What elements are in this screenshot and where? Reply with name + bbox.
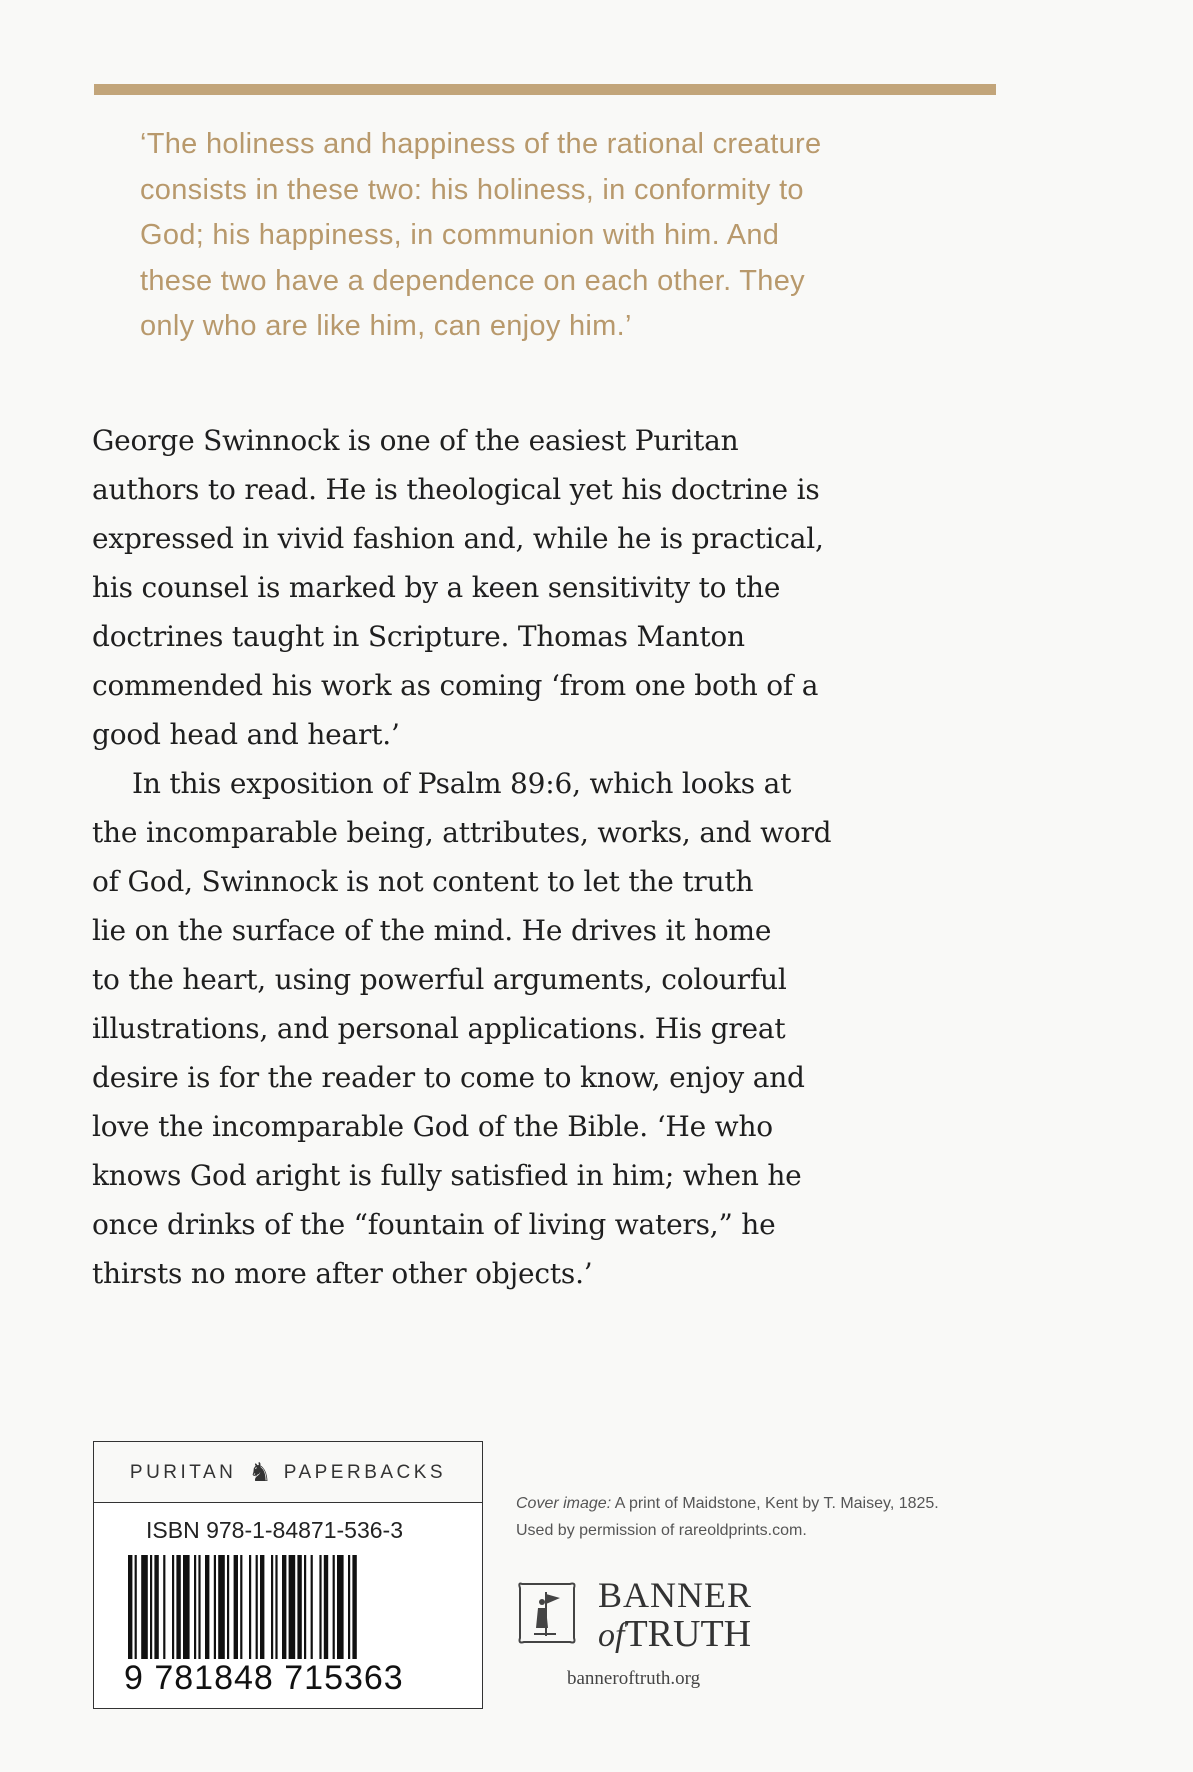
- quote-line: these two have a dependence on each other. They: [140, 264, 805, 297]
- quote-line: ‘The holiness and happiness of the rational creature: [140, 128, 822, 160]
- barcode-icon: [126, 1555, 462, 1670]
- credit-text: A print of Maidstone, Kent by T. Maisey, 1825.: [611, 1495, 939, 1512]
- pull-quote: [140, 122, 1000, 350]
- quote-line: only who are like him, can enjoy him.’: [140, 310, 632, 342]
- credit-label: Cover image:: [516, 1495, 612, 1512]
- description-line: illustrations, and personal applications. His great: [92, 1012, 786, 1045]
- description-line: love the incomparable God of the Bible. ‘He who: [92, 1110, 773, 1143]
- series-label: [93, 1441, 483, 1504]
- quote-line: consists in these two: his holiness, in conformity to: [140, 173, 804, 206]
- publisher-url: banneroftruth.org: [567, 1668, 701, 1689]
- barcode-digits: 9 781848 715363: [124, 1659, 464, 1698]
- cover-credit: [516, 1490, 1076, 1544]
- description-line: his counsel is marked by a keen sensitivity to the: [92, 571, 781, 604]
- description-line: lie on the surface of the mind. He drives it home: [92, 914, 772, 947]
- publisher-name-line2: [598, 1614, 752, 1656]
- description-line: of God, Swinnock is not content to let the truth: [92, 865, 754, 898]
- publisher-name: [598, 1576, 752, 1656]
- description-line: once drinks of the “fountain of living waters,” he: [92, 1208, 776, 1241]
- description-line: authors to read. He is theological yet his doctrine is: [92, 473, 820, 506]
- banner-of-truth-logo-icon: [516, 1578, 578, 1650]
- description-line: desire is for the reader to come to know, enjoy and: [92, 1061, 805, 1094]
- credit-line-1: [516, 1490, 1076, 1517]
- series-name-right: PAPERBACKS: [283, 1461, 447, 1483]
- publisher-of: of: [598, 1617, 625, 1654]
- description-line: good head and heart.’: [92, 718, 400, 751]
- description-line: doctrines taught in Scripture. Thomas Manton: [92, 620, 745, 653]
- quote-line: God; his happiness, in communion with him. And: [140, 219, 780, 251]
- description-line: thirsts no more after other objects.’: [92, 1257, 593, 1290]
- description-line: to the heart, using powerful arguments, colourful: [92, 963, 787, 996]
- description-line: knows God aright is fully satisfied in him; when he: [92, 1159, 802, 1192]
- description-line: commended his work as coming ‘from one both of a: [92, 669, 819, 702]
- credit-line-2: Used by permission of rareoldprints.com.: [516, 1522, 807, 1539]
- description-line: In this exposition of Psalm 89:6, which looks at: [132, 767, 792, 800]
- description-line: expressed in vivid fashion and, while he is practical,: [92, 522, 824, 555]
- series-name-left: PURITAN: [129, 1461, 237, 1483]
- book-description: [92, 416, 972, 1298]
- description-line: the incomparable being, attributes, works, and word: [92, 816, 832, 849]
- publisher-logo: [516, 1576, 816, 1656]
- publisher-name-line1: BANNER: [598, 1575, 753, 1615]
- knight-chess-icon: ♞: [248, 1457, 272, 1487]
- isbn-barcode-block: [93, 1502, 483, 1709]
- publisher-truth: TRUTH: [624, 1613, 752, 1655]
- description-line: George Swinnock is one of the easiest Puritan: [92, 424, 739, 457]
- isbn-label: ISBN 978-1-84871-536-3: [146, 1517, 403, 1543]
- top-accent-rule: [94, 84, 996, 95]
